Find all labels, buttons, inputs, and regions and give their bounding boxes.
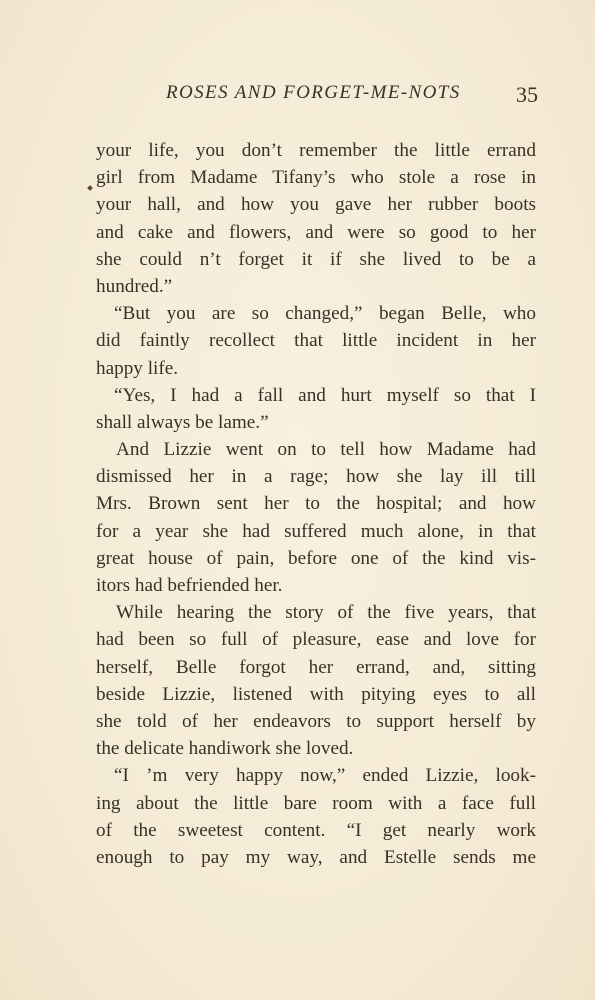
- text-line: she told of her endeavors to support herself by: [96, 710, 536, 732]
- text-line: beside Lizzie, listened with pitying eyes to all: [96, 683, 536, 705]
- text-line: happy life.: [96, 357, 179, 379]
- running-title: ROSES AND FORGET-ME-NOTS: [166, 82, 461, 103]
- text-line: girl from Madame Tifany’s who stole a rose in: [96, 167, 536, 189]
- text-line: the delicate handiwork she loved.: [96, 738, 354, 760]
- text-line: for a year she had suffered much alone, in that: [96, 520, 536, 542]
- margin-mark: [87, 185, 93, 191]
- text-line: hundred.”: [96, 275, 173, 297]
- text-line: and cake and flowers, and were so good to her: [96, 221, 536, 243]
- text-line: And Lizzie went on to tell how Madame had: [116, 439, 536, 461]
- text-line: “Yes, I had a fall and hurt myself so that I: [114, 384, 536, 406]
- text-line: While hearing the story of the five years, that: [116, 602, 536, 624]
- text-line: “But you are so changed,” began Belle, who: [114, 303, 536, 325]
- text-line: had been so full of pleasure, ease and love for: [96, 629, 536, 651]
- text-line: Mrs. Brown sent her to the hospital; and how: [96, 493, 536, 515]
- page-number: 35: [516, 82, 538, 107]
- text-line: ing about the little bare room with a face full: [96, 792, 536, 814]
- text-line: great house of pain, before one of the kind vis-: [96, 547, 536, 569]
- body-text: [96, 137, 536, 871]
- text-line: your life, you don’t remember the little errand: [96, 140, 536, 161]
- text-line: did faintly recollect that little incident in her: [96, 330, 536, 352]
- text-line: itors had befriended her.: [96, 575, 283, 596]
- text-line: dismissed her in a rage; how she lay ill till: [96, 466, 536, 488]
- text-line: herself, Belle forgot her errand, and, sitting: [96, 656, 536, 678]
- running-head: [98, 82, 538, 110]
- text-line: of the sweetest content. “I get nearly work: [96, 819, 536, 841]
- text-line: shall always be lame.”: [96, 411, 269, 433]
- text-line: your hall, and how you gave her rubber boots: [96, 194, 536, 216]
- text-line: enough to pay my way, and Estelle sends me: [96, 846, 536, 868]
- text-line: “I ’m very happy now,” ended Lizzie, look-: [114, 765, 536, 787]
- text-line: she could n’t forget it if she lived to be a: [96, 248, 536, 270]
